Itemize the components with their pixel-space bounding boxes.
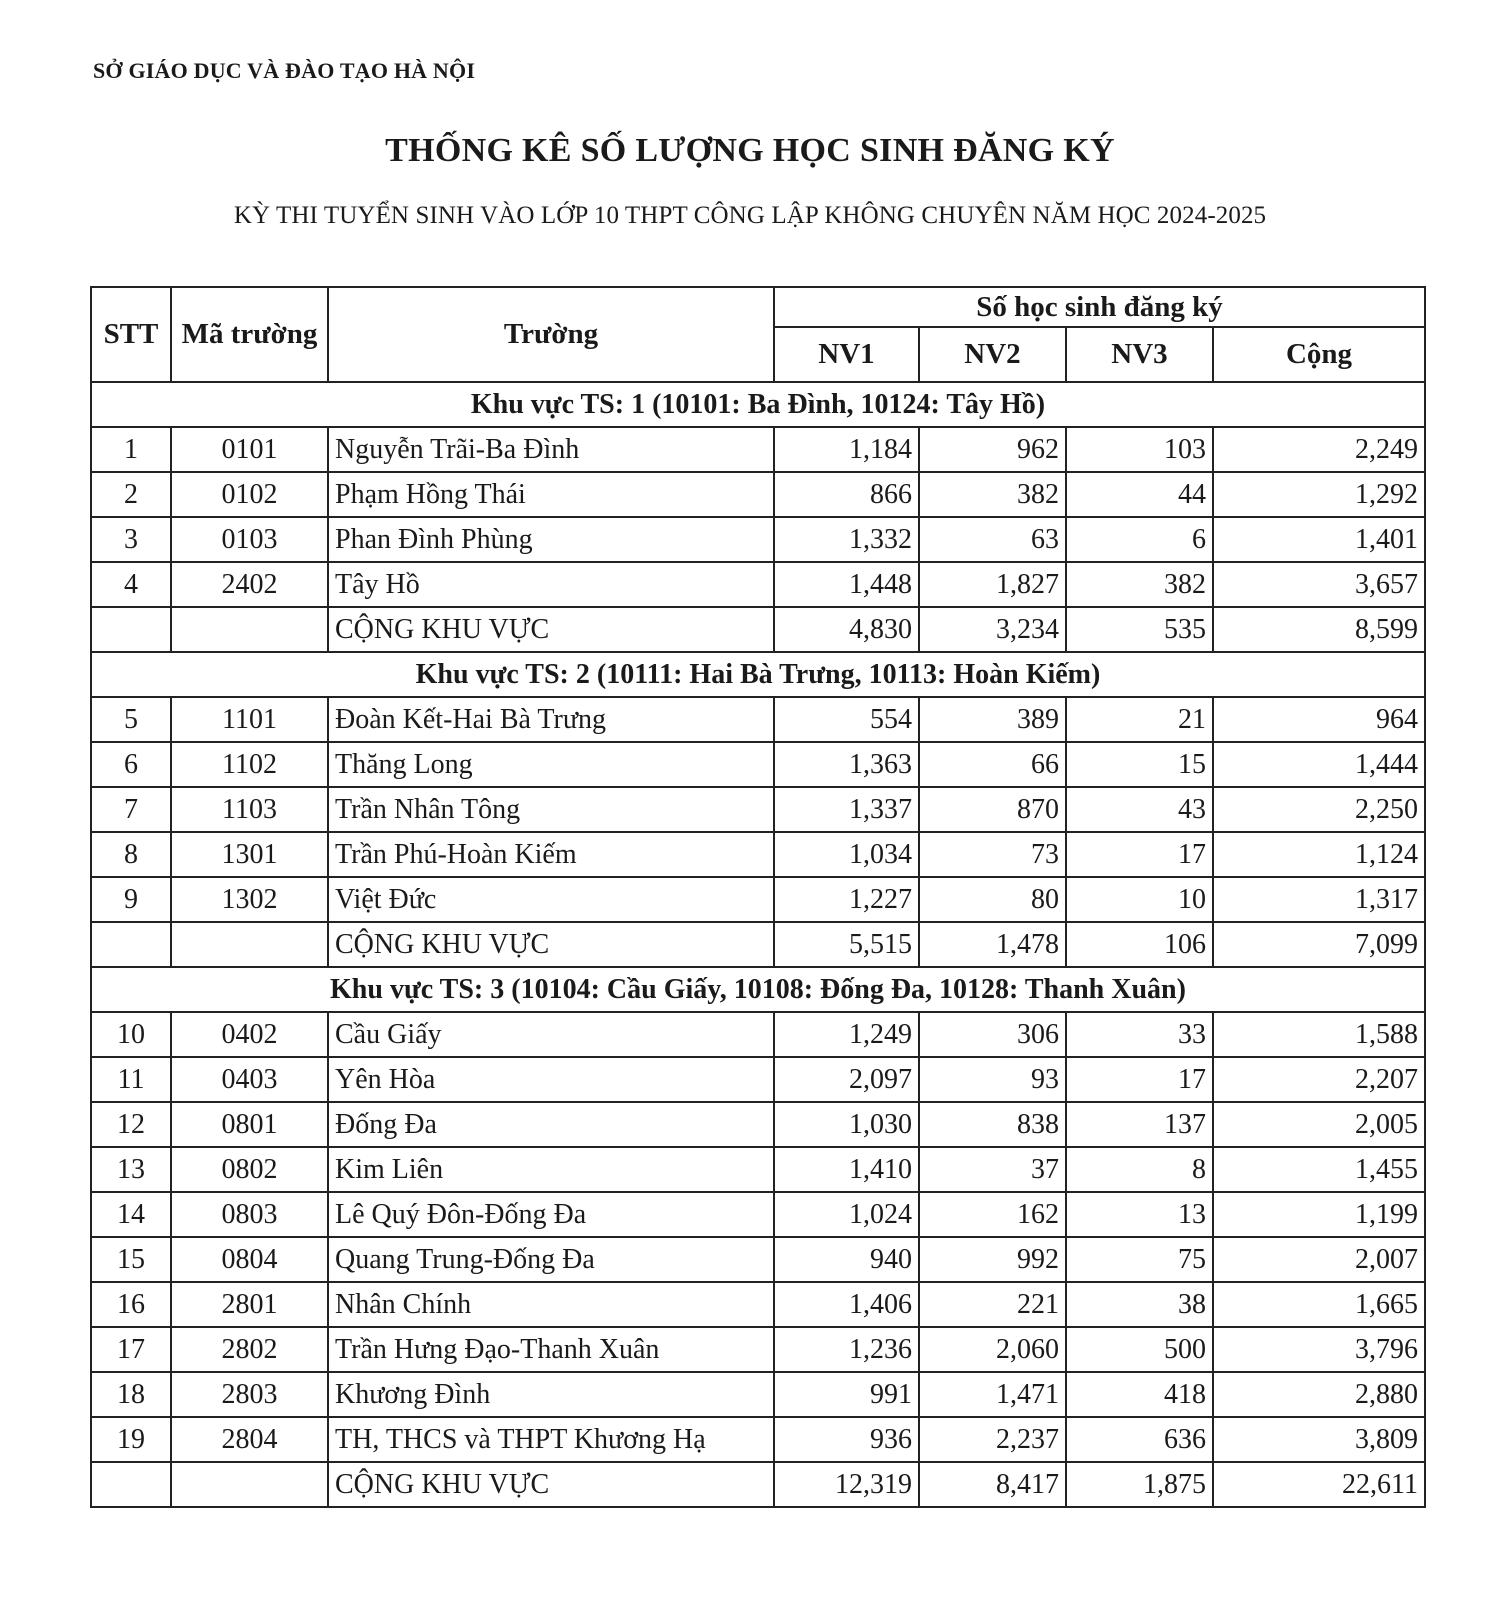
cell-nv3: 636 <box>1066 1417 1213 1462</box>
cell-school-code: 1103 <box>171 787 328 832</box>
cell-school-name: Cầu Giấy <box>328 1012 774 1057</box>
cell-total: 3,657 <box>1213 562 1425 607</box>
cell-nv1: 1,406 <box>774 1282 919 1327</box>
region-total-nv3: 106 <box>1066 922 1213 967</box>
cell-total: 3,809 <box>1213 1417 1425 1462</box>
cell-nv3: 500 <box>1066 1327 1213 1372</box>
cell-stt: 12 <box>91 1102 171 1147</box>
cell-nv2: 992 <box>919 1237 1066 1282</box>
col-header-nv3: NV3 <box>1066 327 1213 382</box>
cell-stt: 10 <box>91 1012 171 1057</box>
table-row <box>91 1282 1425 1327</box>
cell-nv2: 221 <box>919 1282 1066 1327</box>
cell-total: 1,199 <box>1213 1192 1425 1237</box>
cell-nv1: 1,448 <box>774 562 919 607</box>
cell-total: 1,588 <box>1213 1012 1425 1057</box>
cell-nv3: 75 <box>1066 1237 1213 1282</box>
table-row <box>91 1237 1425 1282</box>
region-title: Khu vực TS: 1 (10101: Ba Đình, 10124: Tây Hồ) <box>91 382 1425 427</box>
cell-school-code: 2803 <box>171 1372 328 1417</box>
cell-stt: 17 <box>91 1327 171 1372</box>
cell-nv1: 1,184 <box>774 427 919 472</box>
organization-name: SỞ GIÁO DỤC VÀ ĐÀO TẠO HÀ NỘI <box>93 58 476 83</box>
cell-school-name: Yên Hòa <box>328 1057 774 1102</box>
col-header-stt: STT <box>91 287 171 382</box>
cell-stt: 19 <box>91 1417 171 1462</box>
cell-school-code: 0102 <box>171 472 328 517</box>
cell-total: 1,455 <box>1213 1147 1425 1192</box>
cell-stt-empty <box>91 1462 171 1507</box>
cell-nv1: 1,030 <box>774 1102 919 1147</box>
cell-stt-empty <box>91 922 171 967</box>
cell-school-code: 0802 <box>171 1147 328 1192</box>
cell-nv3: 43 <box>1066 787 1213 832</box>
cell-nv1: 1,024 <box>774 1192 919 1237</box>
registration-table <box>90 286 1426 1508</box>
cell-nv3: 6 <box>1066 517 1213 562</box>
cell-school-name: Lê Quý Đôn-Đống Đa <box>328 1192 774 1237</box>
table-row <box>91 427 1425 472</box>
cell-school-code: 0402 <box>171 1012 328 1057</box>
cell-nv2: 1,471 <box>919 1372 1066 1417</box>
table-row <box>91 742 1425 787</box>
region-total-nv1: 5,515 <box>774 922 919 967</box>
region-total-nv2: 1,478 <box>919 922 1066 967</box>
cell-school-code: 1101 <box>171 697 328 742</box>
cell-nv3: 137 <box>1066 1102 1213 1147</box>
cell-stt: 8 <box>91 832 171 877</box>
cell-nv2: 838 <box>919 1102 1066 1147</box>
cell-nv3: 44 <box>1066 472 1213 517</box>
region-total-row <box>91 1462 1425 1507</box>
cell-total: 1,317 <box>1213 877 1425 922</box>
cell-stt: 3 <box>91 517 171 562</box>
cell-total: 2,880 <box>1213 1372 1425 1417</box>
region-total-sum: 7,099 <box>1213 922 1425 967</box>
col-header-nv2: NV2 <box>919 327 1066 382</box>
cell-nv1: 2,097 <box>774 1057 919 1102</box>
table-row <box>91 877 1425 922</box>
cell-school-name: Nhân Chính <box>328 1282 774 1327</box>
cell-school-name: Trần Hưng Đạo-Thanh Xuân <box>328 1327 774 1372</box>
cell-stt-empty <box>91 607 171 652</box>
cell-school-code: 1301 <box>171 832 328 877</box>
cell-stt: 16 <box>91 1282 171 1327</box>
cell-nv1: 1,227 <box>774 877 919 922</box>
cell-nv3: 21 <box>1066 697 1213 742</box>
cell-school-name: Kim Liên <box>328 1147 774 1192</box>
cell-school-name: Thăng Long <box>328 742 774 787</box>
cell-nv2: 962 <box>919 427 1066 472</box>
cell-stt: 11 <box>91 1057 171 1102</box>
cell-nv3: 10 <box>1066 877 1213 922</box>
cell-total: 2,005 <box>1213 1102 1425 1147</box>
cell-school-name: Phan Đình Phùng <box>328 517 774 562</box>
table-row <box>91 562 1425 607</box>
cell-nv2: 63 <box>919 517 1066 562</box>
cell-code-empty <box>171 922 328 967</box>
cell-school-code: 0801 <box>171 1102 328 1147</box>
region-title: Khu vực TS: 3 (10104: Cầu Giấy, 10108: Đống Đa, 10128: Thanh Xuân) <box>91 967 1425 1012</box>
cell-nv2: 870 <box>919 787 1066 832</box>
cell-school-name: Quang Trung-Đống Đa <box>328 1237 774 1282</box>
cell-total: 2,207 <box>1213 1057 1425 1102</box>
region-total-row <box>91 607 1425 652</box>
region-total-label: CỘNG KHU VỰC <box>328 922 774 967</box>
cell-nv1: 1,332 <box>774 517 919 562</box>
table-header <box>91 287 1425 382</box>
cell-school-name: Phạm Hồng Thái <box>328 472 774 517</box>
col-header-group: Số học sinh đăng ký <box>774 287 1425 327</box>
cell-school-name: Đoàn Kết-Hai Bà Trưng <box>328 697 774 742</box>
cell-nv1: 1,363 <box>774 742 919 787</box>
region-total-sum: 8,599 <box>1213 607 1425 652</box>
cell-nv2: 66 <box>919 742 1066 787</box>
cell-school-code: 0101 <box>171 427 328 472</box>
cell-school-name: Trần Phú-Hoàn Kiếm <box>328 832 774 877</box>
cell-nv1: 1,337 <box>774 787 919 832</box>
cell-school-code: 2801 <box>171 1282 328 1327</box>
cell-nv2: 93 <box>919 1057 1066 1102</box>
cell-nv1: 991 <box>774 1372 919 1417</box>
cell-school-code: 0403 <box>171 1057 328 1102</box>
cell-total: 1,292 <box>1213 472 1425 517</box>
cell-school-code: 1302 <box>171 877 328 922</box>
region-total-sum: 22,611 <box>1213 1462 1425 1507</box>
cell-stt: 14 <box>91 1192 171 1237</box>
cell-total: 1,124 <box>1213 832 1425 877</box>
cell-nv3: 418 <box>1066 1372 1213 1417</box>
cell-nv3: 13 <box>1066 1192 1213 1237</box>
cell-nv2: 382 <box>919 472 1066 517</box>
region-header-row <box>91 967 1425 1012</box>
document-subtitle: KỲ THI TUYỂN SINH VÀO LỚP 10 THPT CÔNG LẬP KHÔNG CHUYÊN NĂM HỌC 2024-2025 <box>233 202 1267 229</box>
cell-stt: 4 <box>91 562 171 607</box>
col-header-code: Mã trường <box>171 287 328 382</box>
col-header-total: Cộng <box>1213 327 1425 382</box>
cell-nv1: 1,034 <box>774 832 919 877</box>
region-total-nv2: 8,417 <box>919 1462 1066 1507</box>
cell-nv2: 2,060 <box>919 1327 1066 1372</box>
cell-school-code: 2402 <box>171 562 328 607</box>
cell-stt: 13 <box>91 1147 171 1192</box>
cell-code-empty <box>171 1462 328 1507</box>
region-total-nv3: 535 <box>1066 607 1213 652</box>
cell-nv3: 15 <box>1066 742 1213 787</box>
cell-school-name: Nguyễn Trãi-Ba Đình <box>328 427 774 472</box>
cell-total: 964 <box>1213 697 1425 742</box>
cell-stt: 9 <box>91 877 171 922</box>
cell-nv2: 80 <box>919 877 1066 922</box>
cell-school-name: Đống Đa <box>328 1102 774 1147</box>
cell-nv2: 162 <box>919 1192 1066 1237</box>
table-row <box>91 1417 1425 1462</box>
table-row <box>91 1102 1425 1147</box>
cell-school-name: TH, THCS và THPT Khương Hạ <box>328 1417 774 1462</box>
table-row <box>91 1372 1425 1417</box>
cell-school-code: 2802 <box>171 1327 328 1372</box>
table-row <box>91 697 1425 742</box>
cell-nv1: 936 <box>774 1417 919 1462</box>
cell-nv3: 103 <box>1066 427 1213 472</box>
cell-stt: 1 <box>91 427 171 472</box>
cell-nv3: 17 <box>1066 1057 1213 1102</box>
cell-nv3: 17 <box>1066 832 1213 877</box>
cell-stt: 6 <box>91 742 171 787</box>
document-title: THỐNG KÊ SỐ LƯỢNG HỌC SINH ĐĂNG KÝ <box>385 132 1115 169</box>
col-header-nv1: NV1 <box>774 327 919 382</box>
cell-total: 2,250 <box>1213 787 1425 832</box>
region-total-label: CỘNG KHU VỰC <box>328 607 774 652</box>
cell-school-code: 0803 <box>171 1192 328 1237</box>
table-row <box>91 1057 1425 1102</box>
cell-nv2: 306 <box>919 1012 1066 1057</box>
cell-total: 1,401 <box>1213 517 1425 562</box>
table-row <box>91 787 1425 832</box>
cell-nv1: 1,236 <box>774 1327 919 1372</box>
cell-nv2: 1,827 <box>919 562 1066 607</box>
cell-nv2: 389 <box>919 697 1066 742</box>
table-row <box>91 1012 1425 1057</box>
cell-nv1: 554 <box>774 697 919 742</box>
cell-total: 3,796 <box>1213 1327 1425 1372</box>
region-header-row <box>91 652 1425 697</box>
table-row <box>91 832 1425 877</box>
cell-nv1: 1,410 <box>774 1147 919 1192</box>
region-total-nv2: 3,234 <box>919 607 1066 652</box>
region-total-nv1: 4,830 <box>774 607 919 652</box>
region-title: Khu vực TS: 2 (10111: Hai Bà Trưng, 10113: Hoàn Kiếm) <box>91 652 1425 697</box>
cell-stt: 7 <box>91 787 171 832</box>
region-total-nv1: 12,319 <box>774 1462 919 1507</box>
cell-total: 2,249 <box>1213 427 1425 472</box>
cell-code-empty <box>171 607 328 652</box>
cell-nv1: 1,249 <box>774 1012 919 1057</box>
cell-total: 2,007 <box>1213 1237 1425 1282</box>
cell-nv2: 37 <box>919 1147 1066 1192</box>
cell-school-code: 0804 <box>171 1237 328 1282</box>
col-header-school: Trường <box>328 287 774 382</box>
cell-stt: 18 <box>91 1372 171 1417</box>
cell-nv3: 8 <box>1066 1147 1213 1192</box>
table-row <box>91 472 1425 517</box>
cell-school-name: Việt Đức <box>328 877 774 922</box>
cell-nv3: 33 <box>1066 1012 1213 1057</box>
cell-stt: 2 <box>91 472 171 517</box>
cell-total: 1,444 <box>1213 742 1425 787</box>
cell-stt: 15 <box>91 1237 171 1282</box>
region-header-row <box>91 382 1425 427</box>
cell-nv3: 38 <box>1066 1282 1213 1327</box>
table-row <box>91 517 1425 562</box>
table-row <box>91 1327 1425 1372</box>
cell-total: 1,665 <box>1213 1282 1425 1327</box>
cell-nv1: 866 <box>774 472 919 517</box>
region-total-label: CỘNG KHU VỰC <box>328 1462 774 1507</box>
cell-school-code: 0103 <box>171 517 328 562</box>
cell-nv2: 2,237 <box>919 1417 1066 1462</box>
table-row <box>91 1147 1425 1192</box>
cell-school-name: Trần Nhân Tông <box>328 787 774 832</box>
cell-nv3: 382 <box>1066 562 1213 607</box>
table-body <box>91 382 1425 1507</box>
cell-nv1: 940 <box>774 1237 919 1282</box>
region-total-nv3: 1,875 <box>1066 1462 1213 1507</box>
cell-school-code: 2804 <box>171 1417 328 1462</box>
cell-school-name: Khương Đình <box>328 1372 774 1417</box>
cell-school-code: 1102 <box>171 742 328 787</box>
cell-nv2: 73 <box>919 832 1066 877</box>
cell-school-name: Tây Hồ <box>328 562 774 607</box>
cell-stt: 5 <box>91 697 171 742</box>
region-total-row <box>91 922 1425 967</box>
table-row <box>91 1192 1425 1237</box>
